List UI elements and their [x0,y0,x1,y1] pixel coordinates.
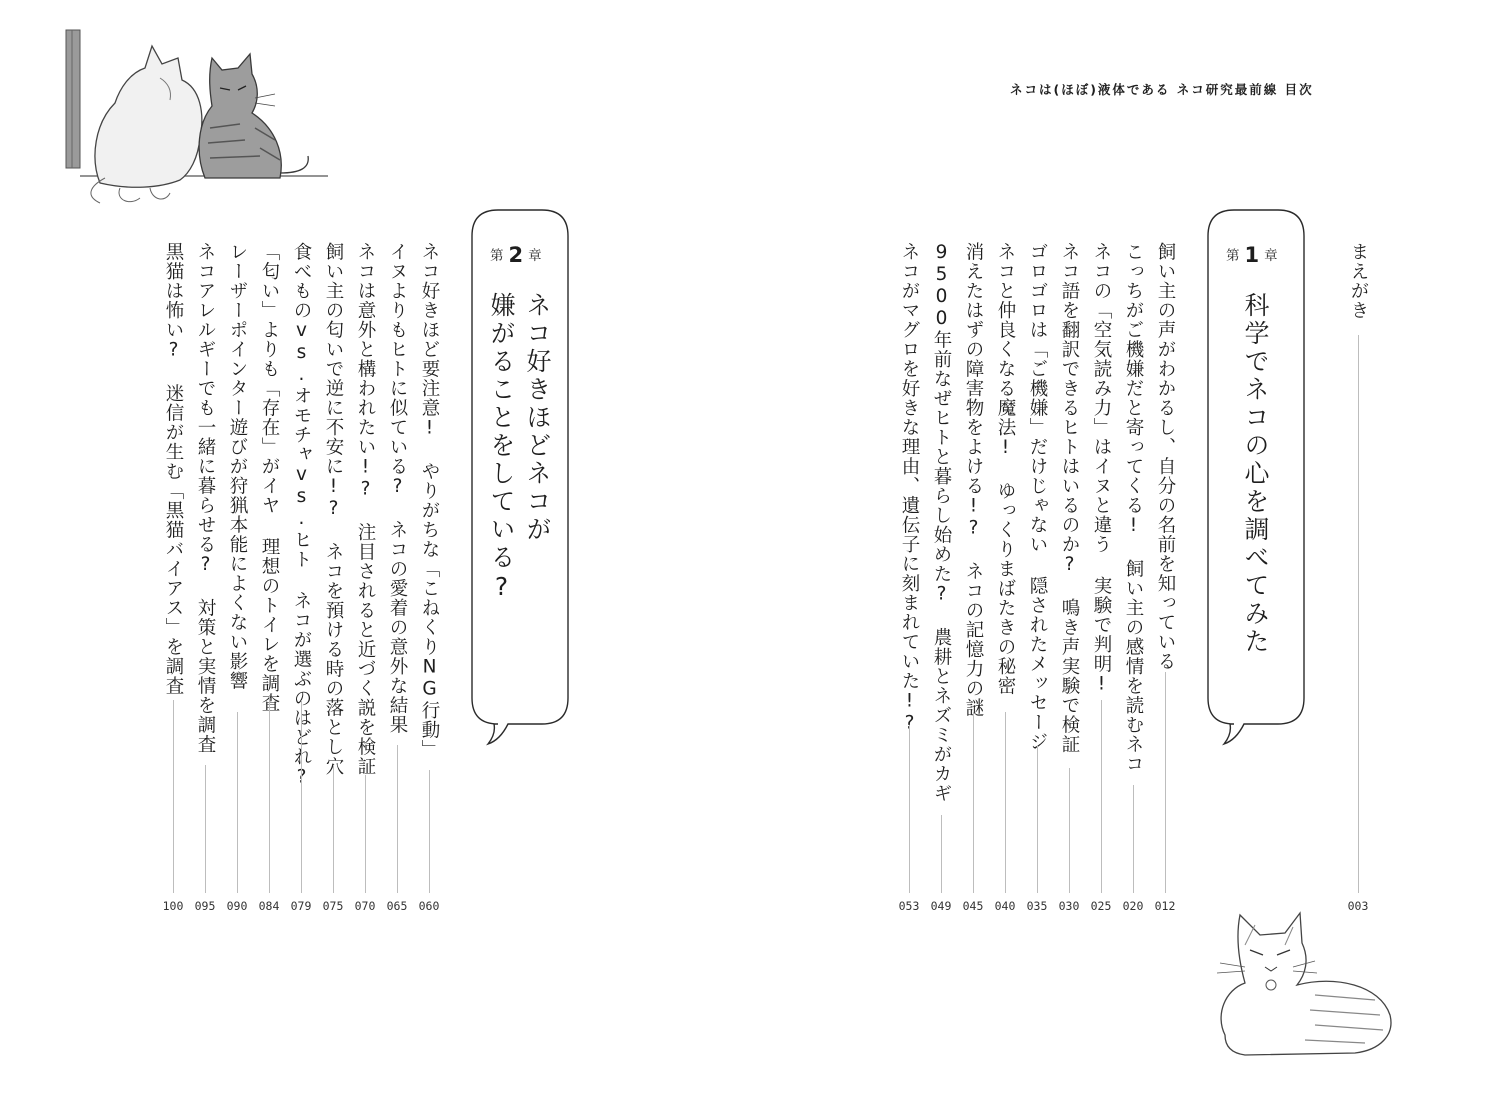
page-number: 025 [1090,899,1112,913]
page-number: 079 [290,899,312,913]
toc-entry[interactable]: 「匂い」よりも「存在」がイヤ 理想のトイレを調査 [259,242,280,713]
chapter-2-title-line-2: 嫌がることをしている? [487,292,516,604]
leader-line [1037,745,1038,893]
lying-cat-icon [1205,905,1405,1065]
leader-line [173,700,174,893]
toc-entry[interactable]: 消えたはずの障害物をよける!? ネコの記憶力の謎 [963,242,984,718]
leader-line [1069,768,1070,893]
leader-line [333,765,334,893]
page-number: 049 [930,899,952,913]
chapter-1-title: 科学でネコの心を調べてみた [1241,292,1270,656]
page-number: 020 [1122,899,1144,913]
chapter-1-label [1226,243,1278,267]
leader-line [1133,785,1134,893]
toc-entry[interactable]: こっちがご機嫌だと寄ってくる! 飼い主の感情を読むネコ [1123,242,1144,774]
toc-entry-preface[interactable]: まえがき [1348,242,1369,320]
toc-entry[interactable]: ネコアレルギーでも一緒に暮らせる? 対策と実情を調査 [195,242,216,754]
toc-entry[interactable]: 黒猫は怖い? 迷信が生む「黒猫バイアス」を調査 [163,242,184,696]
page-number: 084 [258,899,280,913]
page-number: 035 [1026,899,1048,913]
leader-line [941,815,942,893]
chapter-number: 1 [1244,243,1260,267]
chapter-2-title-line-1: ネコ好きほどネコが [523,292,552,544]
toc-entry[interactable]: イヌよりもヒトに似ている? ネコの愛着の意外な結果 [387,242,408,735]
leader-line [1005,712,1006,893]
chapter-label-prefix: 第 [490,248,504,264]
leader-line [973,712,974,893]
leader-line [365,775,366,893]
toc-entry[interactable]: 食べものvs.オモチャvs.ヒト ネコが選ぶのはどれ? [291,242,312,789]
toc-entry[interactable]: ネコは意外と構われたい!? 注目されると近づく説を検証 [355,242,376,776]
chapter-label-prefix: 第 [1226,248,1240,264]
leader-line [909,725,910,893]
page-number: 060 [418,899,440,913]
page-number: 090 [226,899,248,913]
toc-entry[interactable]: 飼い主の匂いで逆に不安に!? ネコを預ける時の落とし穴 [323,242,344,776]
chapter-2-label [490,243,542,267]
page-number: 065 [386,899,408,913]
leader-line [1101,700,1102,893]
chapter-label-suffix: 章 [528,248,542,264]
leader-line [301,700,302,893]
two-cats-icon [60,28,340,213]
chapter-label-suffix: 章 [1264,248,1278,264]
toc-entry[interactable]: 9500年前なぜヒトと暮らし始めた? 農耕とネズミがカギ [931,242,952,803]
leader-line [429,770,430,893]
page-number: 053 [898,899,920,913]
page-number: 003 [1347,899,1369,913]
page-number: 012 [1154,899,1176,913]
toc-entry[interactable]: 飼い主の声がわかるし、自分の名前を知っている [1155,242,1176,671]
leader-line [205,765,206,893]
chapter-number: 2 [508,243,524,267]
page-number: 040 [994,899,1016,913]
toc-entry[interactable]: ネコと仲良くなる魔法! ゆっくりまばたきの秘密 [995,242,1016,696]
leader-line [1358,335,1359,893]
leader-line [397,745,398,893]
page-number: 045 [962,899,984,913]
leader-line [237,712,238,893]
toc-entry[interactable]: ネコ語を翻訳できるヒトはいるのか? 鳴き声実験で検証 [1059,242,1080,754]
leader-line [1165,672,1166,893]
toc-entry[interactable]: ゴロゴロは「ご機嫌」だけじゃない 隠されたメッセージ [1027,242,1048,752]
running-header: ネコは(ほぼ)液体である ネコ研究最前線 目次 [1010,82,1314,97]
page-number: 095 [194,899,216,913]
page-number: 075 [322,899,344,913]
page-number: 070 [354,899,376,913]
toc-entry[interactable]: ネコ好きほど要注意! やりがちな「こねくりNG行動」 [419,242,440,759]
toc-entry[interactable]: ネコがマグロを好きな理由、遺伝子に刻まれていた!? [899,242,920,735]
page-number: 030 [1058,899,1080,913]
toc-entry[interactable]: ネコの「空気読み力」はイヌと違う 実験で判明! [1091,242,1112,696]
leader-line [269,695,270,893]
page-number: 100 [162,899,184,913]
toc-entry[interactable]: レーザーポインター遊びが狩猟本能によくない影響 [227,242,248,691]
